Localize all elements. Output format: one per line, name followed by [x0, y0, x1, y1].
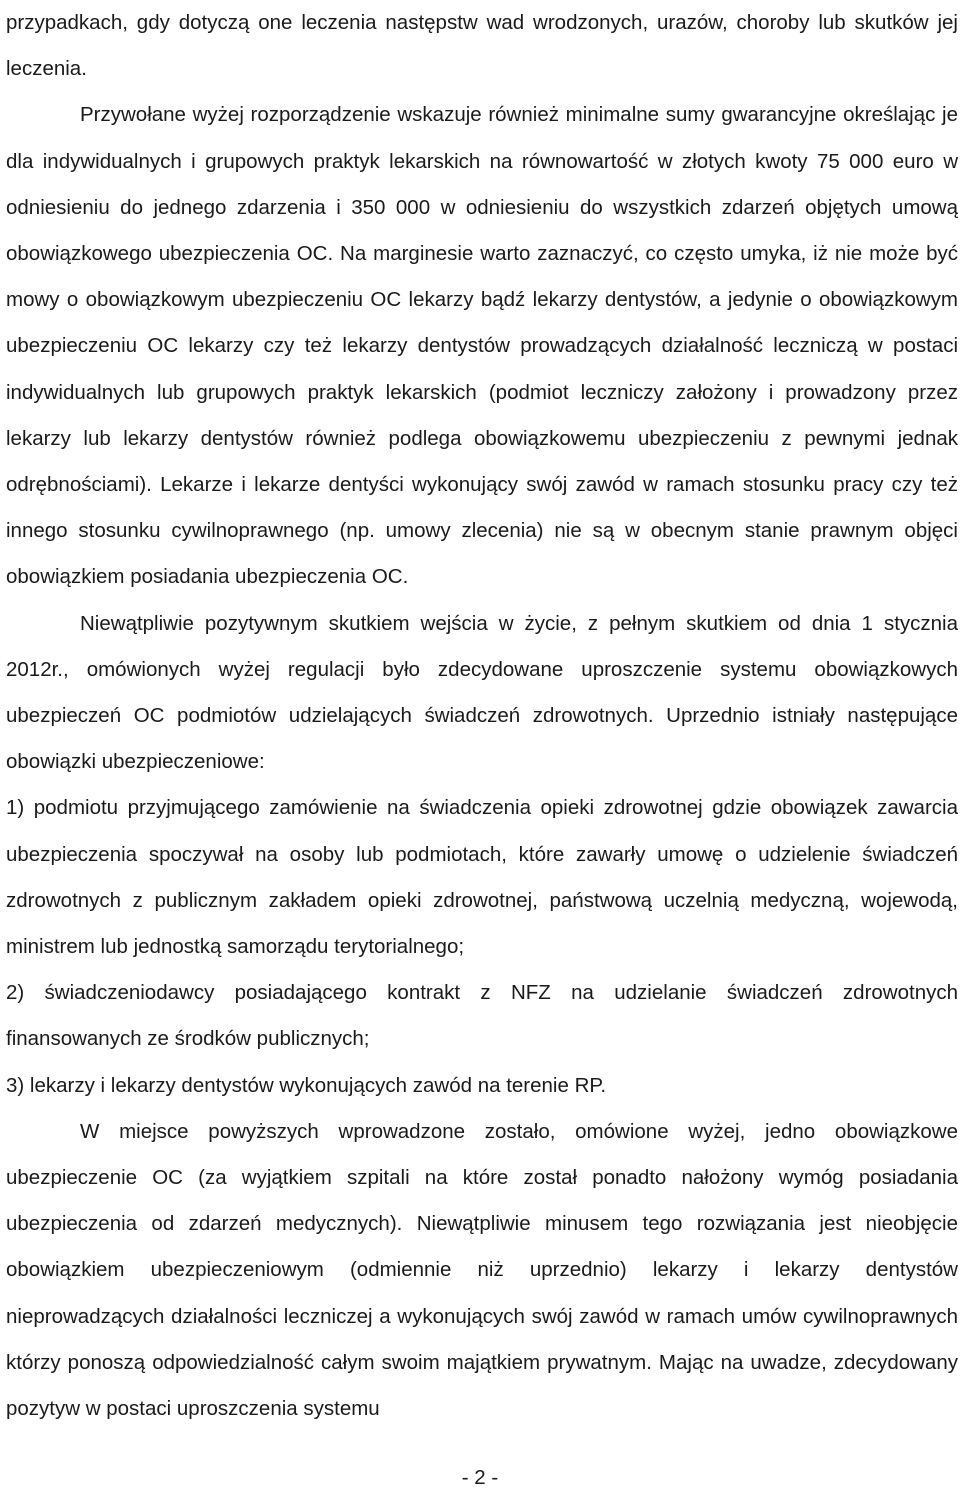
page-number: - 2 -: [461, 1466, 499, 1489]
list-item-3: 3) lekarzy i lekarzy dentystów wykonujących zawód na terenie RP.: [6, 1073, 607, 1097]
paragraph-continuation: przypadkach, gdy dotyczą one leczenia następstw wad wrodzonych, urazów, choroby lub skutków jej leczenia.: [6, 11, 958, 81]
paragraph-simplification: Niewątpliwie pozytywnym skutkiem wejścia w życie, z pełnym skutkiem od dnia 1 stycznia 2012r., omówionych wyżej regulacji było zdecydowane uproszczenie systemu obowiązkowych ubezpieczeń OC podmiotów udzielających świadczeń zdrowotnych. Uprzednio istniały następujące obowiązki ubezpieczeniowe:: [6, 611, 958, 774]
paragraph-replacement: W miejsce powyższych wprowadzone zostało, omówione wyżej, jedno obowiązkowe ubezpieczenie OC (za wyjątkiem szpitali na które został ponadto nałożony wymóg posiadania ubezpieczenia od zdarzeń medycznych). Niewątpliwie minusem tego rozwiązania jest nieobjęcie obowiązkiem ubezpieczeniowym (odmiennie niż uprzednio) lekarzy i lekarzy dentystów nieprowadzących działalności leczniczej a wykonujących swój zawód w ramach umów cywilnoprawnych którzy ponoszą odpowiedzialność całym swoim majątkiem prywatnym. Mając na uwadze, zdecydowany pozytyw w postaci uproszczenia systemu: [6, 1119, 958, 1421]
document-body: [6, 0, 958, 1432]
list-item-1: 1) podmiotu przyjmującego zamówienie na świadczenia opieki zdrowotnej gdzie obowiązek zawarcia ubezpieczenia spoczywał na osoby lub podmiotach, które zawarły umowę o udzielenie świadczeń zdrowotnych z publicznym zakładem opieki zdrowotnej, państwową uczelnią medyczną, wojewodą, ministrem lub jednostką samorządu terytorialnego;: [6, 796, 958, 959]
paragraph-guarantee-sums: Przywołane wyżej rozporządzenie wskazuje również minimalne sumy gwarancyjne określając je dla indywidualnych i grupowych praktyk lekarskich na równowartość w złotych kwoty 75 000 euro w odniesieniu do jednego zdarzenia i 350 000 w odniesieniu do wszystkich zdarzeń objętych umową obowiązkowego ubezpieczenia OC. Na marginesie warto zaznaczyć, co często umyka, iż nie może być mowy o obowiązkowym ubezpieczeniu OC lekarzy bądź lekarzy dentystów, a jedynie o obowiązkowym ubezpieczeniu OC lekarzy czy też lekarzy dentystów prowadzących działalność leczniczą w postaci indywidualnych lub grupowych praktyk lekarskich (podmiot leczniczy założony i prowadzony przez lekarzy lub lekarzy dentystów również podlega obowiązkowemu ubezpieczeniu z pewnymi jednak odrębnościami). Lekarze i lekarze dentyści wykonujący swój zawód w ramach stosunku pracy czy też innego stosunku cywilnoprawnego (np. umowy zlecenia) nie są w obecnym stanie prawnym objęci obowiązkiem posiadania ubezpieczenia OC.: [6, 103, 958, 589]
list-item-2: 2) świadczeniodawcy posiadającego kontrakt z NFZ na udzielanie świadczeń zdrowotnych finansowanych ze środków publicznych;: [6, 981, 958, 1051]
